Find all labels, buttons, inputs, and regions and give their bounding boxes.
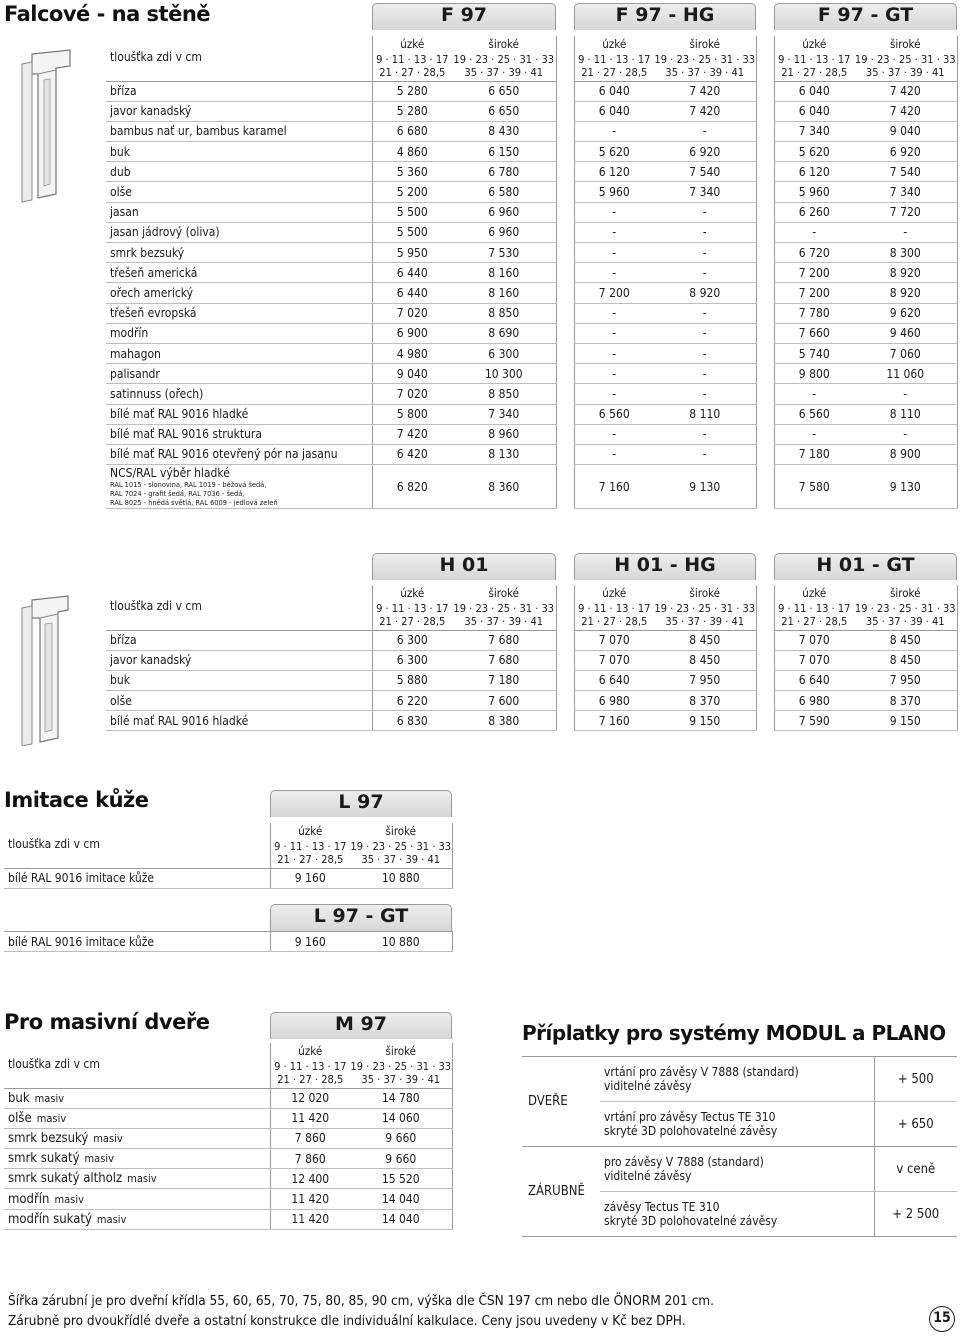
header-f97-hg: F 97 - HG [574, 3, 756, 30]
table-row: javor kanadský 5 280 6 650 6 040 7 420 6 040 7 420 [106, 101, 957, 121]
table-row: palisandr 9 040 10 300 - - 9 800 11 060 [106, 364, 957, 384]
page-number: 15 [929, 1306, 955, 1332]
table-row: olše 5 200 6 580 5 960 7 340 5 960 7 340 [106, 182, 957, 202]
surcharge-row: vrtání pro závěsy Tectus TE 310 skryté 3D polohovatelné závěsy + 650 [522, 1102, 957, 1147]
table-row: buk masiv 12 020 14 780 [4, 1088, 452, 1108]
table-row: ořech americký 6 440 8 160 7 200 8 920 7 200 8 920 [106, 283, 957, 303]
table-row: buk 5 880 7 180 6 640 7 950 6 640 7 950 [106, 670, 957, 690]
section-title-falcove: Falcové - na stěně [4, 2, 211, 26]
kuze-gt-price-table [4, 931, 453, 952]
header-f97-gt: F 97 - GT [774, 3, 957, 30]
footer-note-1: Šířka zárubní je pro dveřní křídla 55, 60, 65, 70, 75, 80, 85, 90 cm, výška dle ČSN 197 cm nebo dle ÖNORM 201 cm. [8, 1293, 714, 1309]
table-row-ncs: NCS/RAL výběr hladké RAL 1015 - slonovina, RAL 1019 - béžová šedá, RAL 7024 - grafit šedá, RAL 7036 - šedá, RAL 8025 - hnědá světlá, RAL 6009 - jedlová zeleň 6 820 8 360 7 160 9 130 7 580 9 130 [106, 465, 957, 509]
table-row: bílé mať RAL 9016 hladké 6 830 8 380 7 160 9 150 7 590 9 150 [106, 711, 957, 731]
thickness-label: tloušťka zdi v cm [106, 51, 372, 81]
table-row: modřín masiv 11 420 14 040 [4, 1189, 452, 1209]
table-row: třešeň evropská 7 020 8 850 - - 7 780 9 620 [106, 303, 957, 323]
header-l97: L 97 [270, 790, 452, 817]
table-row: modřín 6 900 8 690 - - 7 660 9 460 [106, 323, 957, 343]
table-row: smrk bezsuký 5 950 7 530 - - 6 720 8 300 [106, 243, 957, 263]
header-h01-gt: H 01 - GT [774, 553, 957, 580]
table-row: bříza 5 280 6 650 6 040 7 420 6 040 7 420 [106, 81, 957, 101]
header-h01: H 01 [372, 553, 556, 580]
category-zarubne: ZÁRUBNĚ [528, 1184, 585, 1199]
table-row: smrk bezsuký masiv 7 860 9 660 [4, 1128, 452, 1148]
surcharge-row: závěsy Tectus TE 310 skryté 3D polohovatelné závěsy + 2 500 [522, 1192, 957, 1237]
masivni-price-table: úzké široké tloušťka zdi v cm 9 · 11 · 13 · 17 21 · 27 · 28,5 19 · 23 · 25 · 31 · 33 35 · 37 · 39 · 41 buk masiv 12 020 14 780 olše masiv 11 420 14 060 smrk bezsuký masiv 7 860 9 660 smrk sukatý masiv 7 860 9 660 smrk sukatý altholz masiv 12 400 15 520 modřín masiv 11 420 14 040 modřín sukatý masiv 11 420 14 040 [4, 1043, 453, 1230]
table-row: bílé mať RAL 9016 hladké 5 800 7 340 6 560 8 110 6 560 8 110 [106, 404, 957, 424]
table-row: smrk sukatý masiv 7 860 9 660 [4, 1149, 452, 1169]
table-row: olše 6 220 7 600 6 980 8 370 6 980 8 370 [106, 691, 957, 711]
section-title-kuze: Imitace kůže [4, 788, 149, 812]
header-f97: F 97 [372, 3, 556, 30]
table-row: bříza 6 300 7 680 7 070 8 450 7 070 8 450 [106, 630, 957, 650]
section-title-masivni: Pro masivní dveře [4, 1010, 210, 1034]
table-row: třešeň americká 6 440 8 160 - - 7 200 8 920 [106, 263, 957, 283]
table-row: bílé mať RAL 9016 struktura 7 420 8 960 - - - - [106, 424, 957, 444]
table-row: dub 5 360 6 780 6 120 7 540 6 120 7 540 [106, 162, 957, 182]
table-row: jasan jádrový (oliva) 5 500 6 960 - - - - [106, 222, 957, 242]
h01-price-table: úzké široké úzké široké úzké široké tloušťka zdi v cm 9 · 11 · 13 · 17 21 · 27 · 28,5 19 · 23 · 25 · 31 · 33 35 · 37 · 39 · 41 9 · 11 · 13 · 17 21 · 27 · 28,5 19 · 23 · 25 · 31 · 33 35 · 37 · 39 · 41 9 · 11 · 13 · 17 21 · 27 · 28,5 19 · 23 · 25 · 31 · 33 35 · 37 · 39 · 41 bříza 6 300 7 680 7 070 8 450 7 070 8 450 javor kanadský 6 300 7 680 7 070 8 450 7 070 8 450 buk 5 880 7 180 6 640 7 950 6 640 7 950 olše 6 220 7 600 6 980 8 370 6 980 8 370 bílé mať RAL 9016 hladké 6 830 8 380 7 160 9 150 7 590 9 150 [106, 585, 958, 731]
footer-note-2: Zárubně pro dvoukřídlé dveře a ostatní konstrukce dle individuální kalkulace. Ceny jsou uvedeny v Kč bez DPH. [8, 1313, 686, 1329]
table-row: olše masiv 11 420 14 060 [4, 1108, 452, 1128]
door-frame-icon-h01 [14, 590, 80, 746]
header-l97-gt: L 97 - GT [270, 904, 452, 931]
table-row: smrk sukatý altholz masiv 12 400 15 520 [4, 1169, 452, 1189]
surcharge-row: ZÁRUBNĚ pro závěsy V 7888 (standard) viditelné závěsy v ceně [522, 1147, 957, 1192]
table-row: bílé RAL 9016 imitace kůže 9 160 10 880 [4, 868, 452, 888]
table-row: mahagon 4 980 6 300 - - 5 740 7 060 [106, 343, 957, 363]
falcove-price-table: úzké široké úzké široké úzké široké tloušťka zdi v cm 9 · 11 · 13 · 17 21 · 27 · 28,5 19 · 23 · 25 · 31 · 33 35 · 37 · 39 · 41 9 · 11 · 13 · 17 21 · 27 · 28,5 19 · 23 · 25 · 31 · 33 35 · 37 · 39 · 41 9 · 11 · 13 · 17 21 · 27 · 28,5 19 · 23 · 25 · 31 · 33 35 · 37 · 39 · 41 bříza 5 280 6 650 6 040 7 420 6 040 7 420 javor kanadský 5 280 6 650 6 040 7 420 6 040 7 420 bambus nať ur, bambus karamel 6 680 8 430 - - 7 340 9 040 buk 4 860 6 150 5 620 6 920 5 620 6 920 dub 5 360 6 780 6 120 7 540 6 120 7 540 olše 5 200 6 580 5 960 7 340 5 960 7 340 jasan 5 500 6 960 - - 6 260 7 720 jasan jádrový (oliva) 5 500 6 960 - - - - smrk bezsuký 5 950 7 530 - - 6 720 8 300 třešeň americká 6 440 8 160 - - 7 200 8 920 ořech americký 6 440 8 160 7 200 8 920 7 200 8 920 třešeň evropská 7 020 8 850 - - 7 780 9 620 modřín 6 900 8 690 - - 7 660 9 460 mahagon 4 980 6 300 - - 5 740 7 060 palisandr 9 040 10 300 - - 9 800 11 060 satinnuss (ořech) 7 020 8 850 - - - - bílé mať RAL 9016 hladké 5 800 7 340 6 560 8 110 6 560 8 110 bílé mať RAL 9016 struktura 7 420 8 960 - - - - bílé mať RAL 9016 otevřený pór na jasanu 6 420 8 130 - - 7 180 8 900 NCS/RAL výběr hladké RAL 1015 - slonovina, RAL 1019 - béžová šedá, RAL 7024 - grafit šedá, RAL 7036 - šedá, RAL 8025 - hnědá světlá, RAL 6009 - jedlová zeleň 6 820 8 360 7 160 9 130 7 580 9 130 [106, 36, 958, 509]
kuze-price-table: úzké široké tloušťka zdi v cm 9 · 11 · 13 · 17 21 · 27 · 28,5 19 · 23 · 25 · 31 · 33 35 · 37 · 39 · 41 bílé RAL 9016 imitace kůže 9 160 10 880 [4, 823, 453, 889]
thickness-label: tloušťka zdi v cm [4, 838, 270, 868]
door-frame-icon [14, 44, 80, 204]
category-dvere: DVEŘE [522, 1057, 600, 1147]
header-m97: M 97 [270, 1012, 452, 1039]
table-row: modřín sukatý masiv 11 420 14 040 [4, 1209, 452, 1229]
surcharge-row: DVEŘE vrtání pro závěsy V 7888 (standard) viditelné závěsy + 500 [522, 1057, 957, 1102]
table-row: bílé RAL 9016 imitace kůže 9 160 10 880 [4, 932, 452, 952]
table-row: satinnuss (ořech) 7 020 8 850 - - - - [106, 384, 957, 404]
table-row: buk 4 860 6 150 5 620 6 920 5 620 6 920 [106, 142, 957, 162]
thickness-label: tloušťka zdi v cm [106, 600, 372, 630]
table-row: bambus nať ur, bambus karamel 6 680 8 430 - - 7 340 9 040 [106, 121, 957, 141]
table-row: javor kanadský 6 300 7 680 7 070 8 450 7 070 8 450 [106, 650, 957, 670]
table-row: jasan 5 500 6 960 - - 6 260 7 720 [106, 202, 957, 222]
table-row: bílé mať RAL 9016 otevřený pór na jasanu 6 420 8 130 - - 7 180 8 900 [106, 444, 957, 464]
thickness-label: tloušťka zdi v cm [4, 1058, 270, 1088]
header-h01-hg: H 01 - HG [574, 553, 756, 580]
priplatky-table [522, 1056, 957, 1237]
section-title-priplatky: Příplatky pro systémy MODUL a PLANO [522, 1021, 946, 1045]
